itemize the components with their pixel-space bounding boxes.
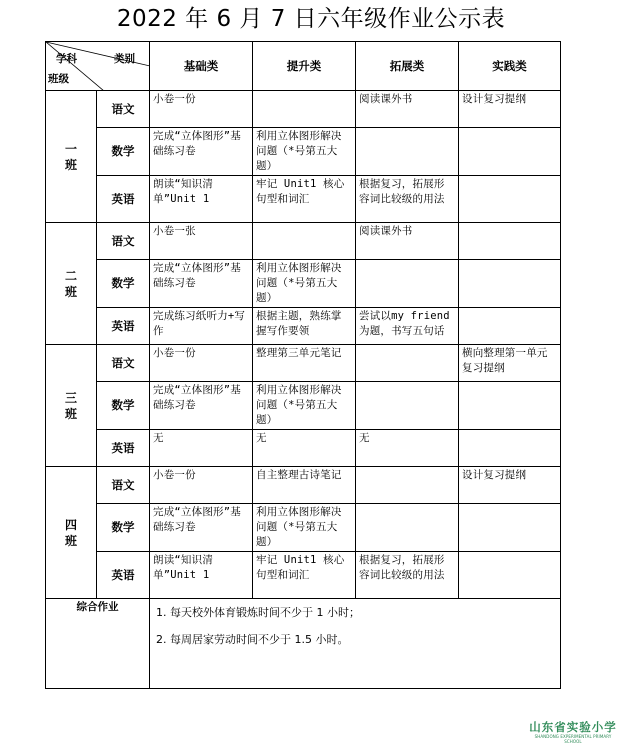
extend-task-cell: 阅读课外书 (356, 91, 459, 128)
basic-task-cell: 小卷一份 (150, 345, 253, 382)
table-row (46, 91, 561, 128)
basic-task-cell: 小卷一份 (150, 91, 253, 128)
column-header-improve: 提升类 (253, 42, 356, 91)
practice-task-cell: 横向整理第一单元复习提纲 (459, 345, 561, 382)
extend-task-cell (356, 260, 459, 308)
subject-cell: 数学 (97, 504, 150, 552)
comprehensive-item: 1. 每天校外体育锻炼时间不少于 1 小时； (156, 606, 360, 619)
table-row (46, 223, 561, 260)
subject-cell: 数学 (97, 382, 150, 430)
practice-task-cell: 设计复习提纲 (459, 467, 561, 504)
subject-cell: 英语 (97, 308, 150, 345)
class-name-cell (46, 91, 97, 223)
subject-cell: 语文 (97, 91, 150, 128)
class-name: 三 班 (64, 390, 77, 421)
corner-header-cell (46, 42, 150, 91)
school-logo (526, 720, 620, 744)
improve-task-cell: 利用立体图形解决问题（*号第五大题） (253, 504, 356, 552)
practice-task-cell (459, 260, 561, 308)
extend-task-cell: 阅读课外书 (356, 223, 459, 260)
practice-task-cell: 设计复习提纲 (459, 91, 561, 128)
column-header-basic: 基础类 (150, 42, 253, 91)
practice-task-cell (459, 430, 561, 467)
subject-cell: 语文 (97, 345, 150, 382)
class-name: 一 班 (64, 141, 77, 172)
improve-task-cell: 牢记 Unit1 核心句型和词汇 (253, 176, 356, 223)
practice-task-cell (459, 308, 561, 345)
practice-task-cell (459, 128, 561, 176)
table-row (46, 382, 561, 430)
improve-task-cell: 利用立体图形解决问题（*号第五大题） (253, 382, 356, 430)
extend-task-cell: 根据复习，拓展形容词比较级的用法 (356, 552, 459, 599)
subject-cell: 英语 (97, 552, 150, 599)
practice-task-cell (459, 552, 561, 599)
comprehensive-label: 综合作业 (46, 599, 150, 689)
basic-task-cell: 小卷一张 (150, 223, 253, 260)
page-title: 2022 年 6 月 7 日六年级作业公示表 (116, 6, 506, 32)
class-name-cell (46, 467, 97, 599)
basic-task-cell: 完成“立体图形”基础练习卷 (150, 128, 253, 176)
extend-task-cell (356, 382, 459, 430)
column-header-extend: 拓展类 (356, 42, 459, 91)
basic-task-cell: 完成练习纸听力+写作 (150, 308, 253, 345)
improve-task-cell: 根据主题，熟练掌握写作要领 (253, 308, 356, 345)
extend-task-cell (356, 504, 459, 552)
corner-category-label: 类别 (114, 53, 135, 65)
header-row (46, 42, 561, 91)
school-name-en: SHANDONG EXPERIMENTAL PRIMARY SCHOOL (534, 734, 612, 744)
school-name-cn: 山东省实验小学 (529, 720, 617, 734)
corner-subject-label: 学科 (56, 53, 77, 65)
comprehensive-item: 2. 每周居家劳动时间不少于 1.5 小时。 (156, 633, 349, 646)
basic-task-cell: 完成“立体图形”基础练习卷 (150, 504, 253, 552)
class-name: 二 班 (64, 268, 77, 299)
improve-task-cell (253, 91, 356, 128)
subject-cell: 数学 (97, 128, 150, 176)
extend-task-cell: 尝试以my friend为题，书写五句话 (356, 308, 459, 345)
comprehensive-row (46, 599, 561, 689)
class-name-cell (46, 223, 97, 345)
practice-task-cell (459, 504, 561, 552)
subject-cell: 数学 (97, 260, 150, 308)
table-row (46, 176, 561, 223)
extend-task-cell (356, 467, 459, 504)
basic-task-cell: 完成“立体图形”基础练习卷 (150, 382, 253, 430)
improve-task-cell: 利用立体图形解决问题（*号第五大题） (253, 128, 356, 176)
improve-task-cell: 整理第三单元笔记 (253, 345, 356, 382)
table-row (46, 128, 561, 176)
improve-task-cell: 牢记 Unit1 核心句型和词汇 (253, 552, 356, 599)
table-row (46, 430, 561, 467)
basic-task-cell: 无 (150, 430, 253, 467)
corner-class-label: 班级 (48, 73, 69, 85)
subject-cell: 语文 (97, 223, 150, 260)
basic-task-cell: 小卷一份 (150, 467, 253, 504)
class-name-cell (46, 345, 97, 467)
improve-task-cell: 利用立体图形解决问题（*号第五大题） (253, 260, 356, 308)
subject-cell: 英语 (97, 430, 150, 467)
practice-task-cell (459, 223, 561, 260)
basic-task-cell: 朗读“知识清单”Unit 1 (150, 176, 253, 223)
extend-task-cell: 无 (356, 430, 459, 467)
improve-task-cell: 自主整理古诗笔记 (253, 467, 356, 504)
table-row (46, 260, 561, 308)
basic-task-cell: 朗读“知识清单”Unit 1 (150, 552, 253, 599)
table-row (46, 552, 561, 599)
extend-task-cell (356, 345, 459, 382)
practice-task-cell (459, 176, 561, 223)
homework-table (45, 41, 561, 689)
comprehensive-items (150, 599, 561, 689)
subject-cell: 英语 (97, 176, 150, 223)
basic-task-cell: 完成“立体图形”基础练习卷 (150, 260, 253, 308)
table-row (46, 308, 561, 345)
column-header-practice: 实践类 (459, 42, 561, 91)
class-name: 四 班 (64, 517, 77, 548)
improve-task-cell: 无 (253, 430, 356, 467)
subject-cell: 语文 (97, 467, 150, 504)
practice-task-cell (459, 382, 561, 430)
table-row (46, 467, 561, 504)
table-row (46, 345, 561, 382)
extend-task-cell: 根据复习，拓展形容词比较级的用法 (356, 176, 459, 223)
extend-task-cell (356, 128, 459, 176)
table-row (46, 504, 561, 552)
improve-task-cell (253, 223, 356, 260)
